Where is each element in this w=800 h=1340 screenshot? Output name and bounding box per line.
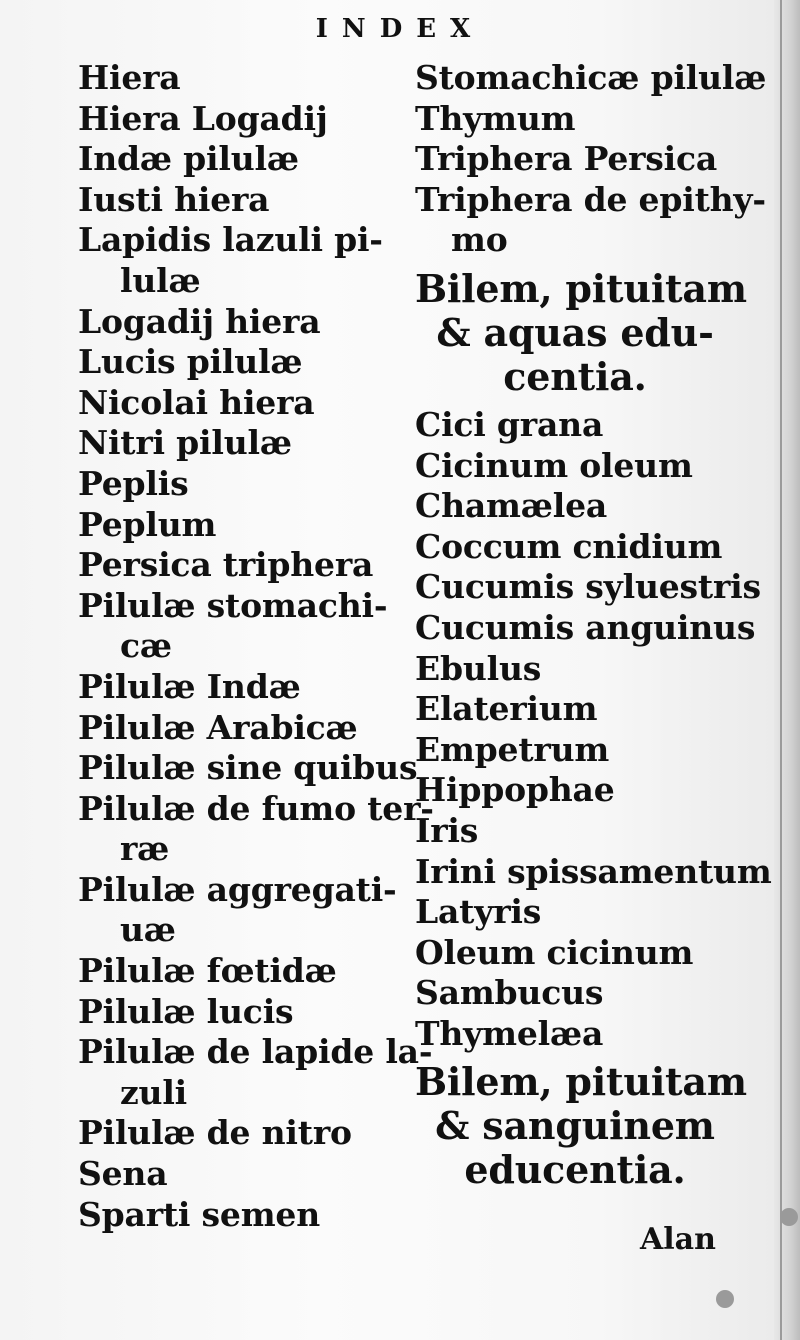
index-entry: Logadij hiera (78, 301, 321, 341)
index-entry: Iusti hiera (78, 179, 270, 219)
index-entry: Pilulæ de fumo ter- (78, 788, 434, 828)
index-entry: Elaterium (415, 689, 598, 729)
index-entry: Sambucus (415, 973, 604, 1013)
index-entry: Coccum cnidium (415, 526, 723, 566)
index-entry: Empetrum (415, 729, 610, 769)
index-entry: Pilulæ fœtidæ (78, 951, 337, 991)
index-entry: Sparti semen (78, 1194, 321, 1234)
right-column (415, 58, 772, 1193)
index-entry: Pilulæ aggregati- (78, 869, 397, 909)
section-heading-line: & aquas edu- (436, 309, 714, 355)
margin-blot (716, 1290, 734, 1308)
left-column (78, 58, 434, 1235)
index-entry: Nitri pilulæ (78, 423, 292, 463)
index-entry-continuation: lulæ (120, 260, 201, 300)
index-entry: Chamælea (415, 486, 608, 526)
index-entry: Peplum (78, 504, 217, 544)
index-entry: Triphera de epithy- (415, 179, 766, 219)
section-heading-line: educentia. (464, 1147, 686, 1193)
page-edge-line (780, 0, 782, 1340)
index-entry: Oleum cicinum (415, 932, 694, 972)
index-entry: Triphera Persica (415, 139, 718, 179)
catchword: Alan (640, 1222, 716, 1257)
index-entry-continuation: mo (451, 220, 508, 260)
index-entry: Hiera (78, 58, 181, 97)
index-entry: Thymum (415, 98, 576, 138)
section-heading-line: & sanguinem (435, 1103, 715, 1149)
index-entry: Cicinum oleum (415, 445, 693, 485)
index-entry: Stomachicæ pilulæ (415, 58, 767, 97)
index-entry: Hippophae (415, 770, 615, 810)
index-entry-continuation: uæ (120, 910, 176, 950)
section-heading-line: Bilem, pituitam (415, 265, 747, 311)
index-entry: Lapidis lazuli pi- (78, 220, 383, 260)
index-entry: Latyris (415, 892, 542, 932)
margin-blot (780, 1208, 798, 1226)
index-entry: Lucis pilulæ (78, 342, 303, 382)
index-entry: Indæ pilulæ (78, 139, 299, 179)
index-entry-continuation: ræ (120, 829, 170, 869)
index-entry: Cucumis anguinus (415, 607, 756, 647)
index-entry: Cici grana (415, 404, 604, 444)
index-entry: Nicolai hiera (78, 382, 315, 422)
index-entry: Ebulus (415, 648, 542, 688)
index-entry: Irini spissamentum (415, 851, 772, 891)
index-entry: Sena (78, 1154, 168, 1194)
index-entry: Peplis (78, 463, 189, 503)
index-entry-continuation: cæ (120, 626, 172, 666)
index-entry: Pilulæ sine quibus (78, 748, 418, 788)
section-heading-line: centia. (503, 353, 647, 399)
running-header: INDEX (315, 14, 485, 44)
index-entry: Pilulæ stomachi- (78, 585, 388, 625)
index-entry-continuation: zuli (120, 1072, 188, 1112)
index-entry: Pilulæ de nitro (78, 1113, 352, 1153)
index-entry: Iris (415, 810, 479, 850)
index-entry: Thymelæa (415, 1013, 604, 1053)
section-heading-line: Bilem, pituitam (415, 1059, 747, 1105)
index-entry: Pilulæ lucis (78, 991, 294, 1031)
index-entry: Pilulæ Arabicæ (78, 707, 358, 747)
index-entry: Persica triphera (78, 545, 374, 585)
index-entry: Hiera Logadij (78, 98, 328, 138)
index-entry: Pilulæ de lapide la- (78, 1032, 433, 1072)
index-entry: Pilulæ Indæ (78, 666, 301, 706)
page-edge (774, 0, 800, 1340)
index-entry: Cucumis syluestris (415, 567, 761, 607)
